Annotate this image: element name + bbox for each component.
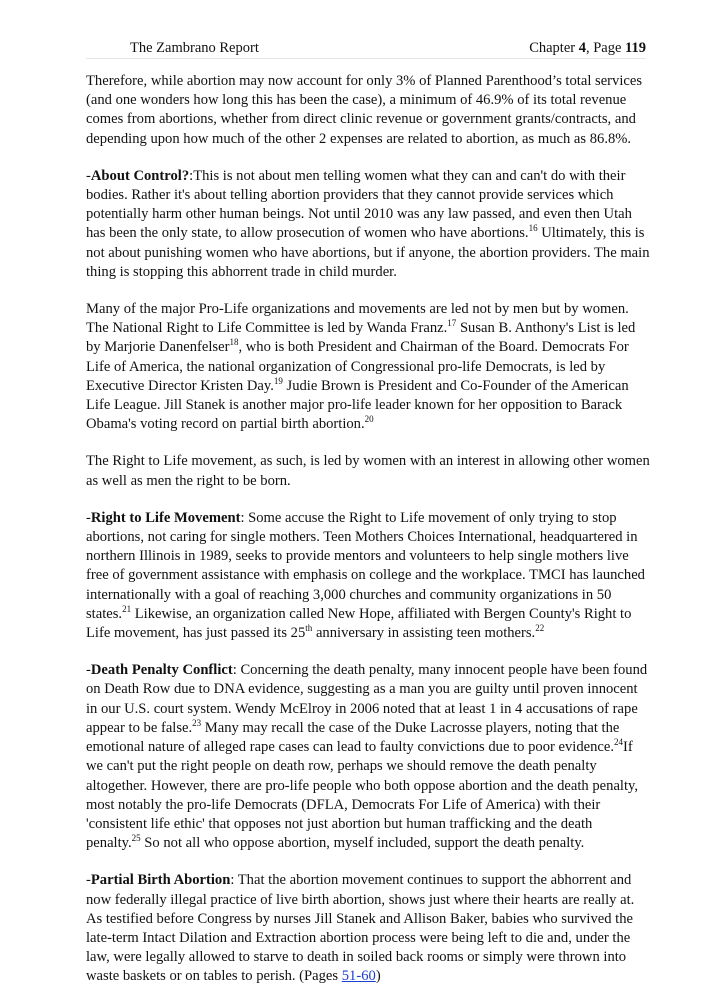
paragraph-text: : Concerning the death penalty, many innocent people have been found on Death Row due to DNA evidence, suggesting as a man you are guilty until proven innocent in our U.S. court system. Wendy McElroy in 2006 noted that at least 1 in 4 accusations of rape appear to be false. (86, 662, 648, 736)
footnote-ref: 18 (229, 337, 239, 348)
report-title: The Zambrano Report (130, 40, 259, 56)
page-prefix: , Page (585, 40, 626, 56)
section-heading-death-penalty: Death Penalty Conflict (90, 662, 233, 679)
footnote-ref: 22 (535, 623, 545, 634)
paragraph-prolife-leaders (86, 300, 650, 434)
paragraph-revenue (86, 72, 650, 149)
paragraph-text: If we can't put the right people on death row, perhaps we should remove the death penalty altogether. However, there are pro-life people who both oppose abortion and the death penalty, most notably the pro-life Democrats (DFLA, Democrats For Life of America) with their 'consistent life ethic' that opposes not just abortion but human trafficking and the death penalty. (86, 739, 639, 852)
paragraph-text: , who is both President and Chairman of the Board. Democrats For Life of America, the national organization of Congressional pro-life Democrats, is led by Executive Director Kristen Day. (86, 339, 629, 394)
section-heading-about-control: About Control? (90, 167, 190, 184)
paragraph-led-by-women (86, 452, 650, 490)
footnote-ref: 24 (614, 737, 624, 748)
paragraph-text: :This is not about men telling women what they can and can't do with their bodies. Rather it's about telling abortion providers that they cannot provide services which potentially harm other human beings. Not until 2010 was any law passed, and even then Utah has been the only state, to allow prosecution of women who have abortions. (86, 167, 632, 242)
footnote-ref: 23 (192, 718, 202, 729)
chapter-prefix: Chapter (529, 40, 579, 56)
section-heading-partial-birth: Partial Birth Abortion (90, 872, 231, 889)
dash: - (86, 509, 91, 526)
footnote-ref: 17 (447, 318, 457, 329)
paragraph-text: The Right to Life movement, as such, is led by women with an interest in allowing other women as well as men the right to be born. (86, 453, 650, 489)
paragraph-text: ) (375, 968, 381, 985)
paragraph-text: Many may recall the case of the Duke Lacrosse players, noting that the emotional nature of alleged rape cases can lead to faulty convictions due to poor evidence. (86, 719, 620, 756)
paragraph-partial-birth (86, 871, 650, 986)
paragraph-text: Judie Brown is President and Co-Founder of the American Life League. Jill Stanek is another major pro-life leader known for her opposition to Barack Obama's voting record on partial birth abortion. (86, 377, 629, 433)
paragraph-right-to-life (86, 509, 650, 643)
paragraph-text: So not all who oppose abortion, myself included, support the death penalty. (140, 835, 585, 852)
paragraph-text: Likewise, an organization called New Hope, affiliated with Bergen County's Right to Life movement, has just passed its 25 (86, 605, 632, 642)
document-body (86, 72, 650, 1005)
ordinal-suffix: th (305, 623, 313, 634)
paragraph-text: Susan B. Anthony's List is led by Marjorie Danenfelser (86, 320, 636, 356)
dash: - (86, 872, 91, 889)
paragraph-text: Therefore, while abortion may now account for only 3% of Planned Parenthood’s total services (and one wonders how long this has been the case), a minimum of 46.9% of its total revenue comes from abortions, whether from direct clinic revenue or government grants/contracts, and depending upon how much of the other 2 expenses are related to abortion, as much as 86.8%. (86, 73, 643, 147)
page-number: 119 (625, 40, 646, 56)
footnote-ref: 16 (528, 223, 538, 234)
section-heading-right-to-life: Right to Life Movement (90, 509, 241, 526)
page-header (86, 36, 646, 59)
paragraph-about-control (86, 167, 650, 282)
pages-link[interactable]: 51-60 (341, 968, 376, 985)
paragraph-text: : That the abortion movement continues to support the abhorrent and now federally illegal practice of live birth abortion, shows just where their hearts are really at. As testified before Congress by nurses Jill Stanek and Allison Baker, babies who survived the late-term Intact Dilation and Extraction abortion process were being left to die and, under the law, were legally allowed to starve to death in soiled back rooms or simply were thrown into waste baskets or on tables to perish. (Pages (86, 872, 635, 985)
footnote-ref: 25 (131, 833, 141, 844)
paragraph-text: anniversary in assisting teen mothers. (312, 625, 536, 642)
footnote-ref: 21 (122, 604, 132, 615)
paragraph-text: : Some accuse the Right to Life movement of only trying to stop abortions, not caring for single mothers. Teen Mothers Choices International, headquartered in northern Illinois in 1989, seeks to provide mentors and volunteers to help single mothers live free of government assistance with emphasis on college and the workplace. TMCI has launched internationally with a goal of reaching 3,000 churches and community organizations in 50 states. (86, 509, 645, 622)
paragraph-text: Many of the major Pro-Life organizations and movements are led not by men but by women. The National Right to Life Committee is led by Wanda Franz. (86, 301, 629, 337)
paragraph-text: Ultimately, this is not about punishing women who have abortions, but if anyone, the abortion providers. The main thing is stopping this abhorrent trade in child murder. (86, 225, 650, 280)
dash: - (86, 167, 91, 184)
footnote-ref: 19 (273, 375, 283, 386)
footnote-ref: 20 (364, 414, 374, 425)
chapter-number: 4 (578, 40, 586, 56)
chapter-page-label (529, 40, 646, 57)
dash: - (86, 662, 91, 679)
paragraph-death-penalty (86, 661, 650, 853)
